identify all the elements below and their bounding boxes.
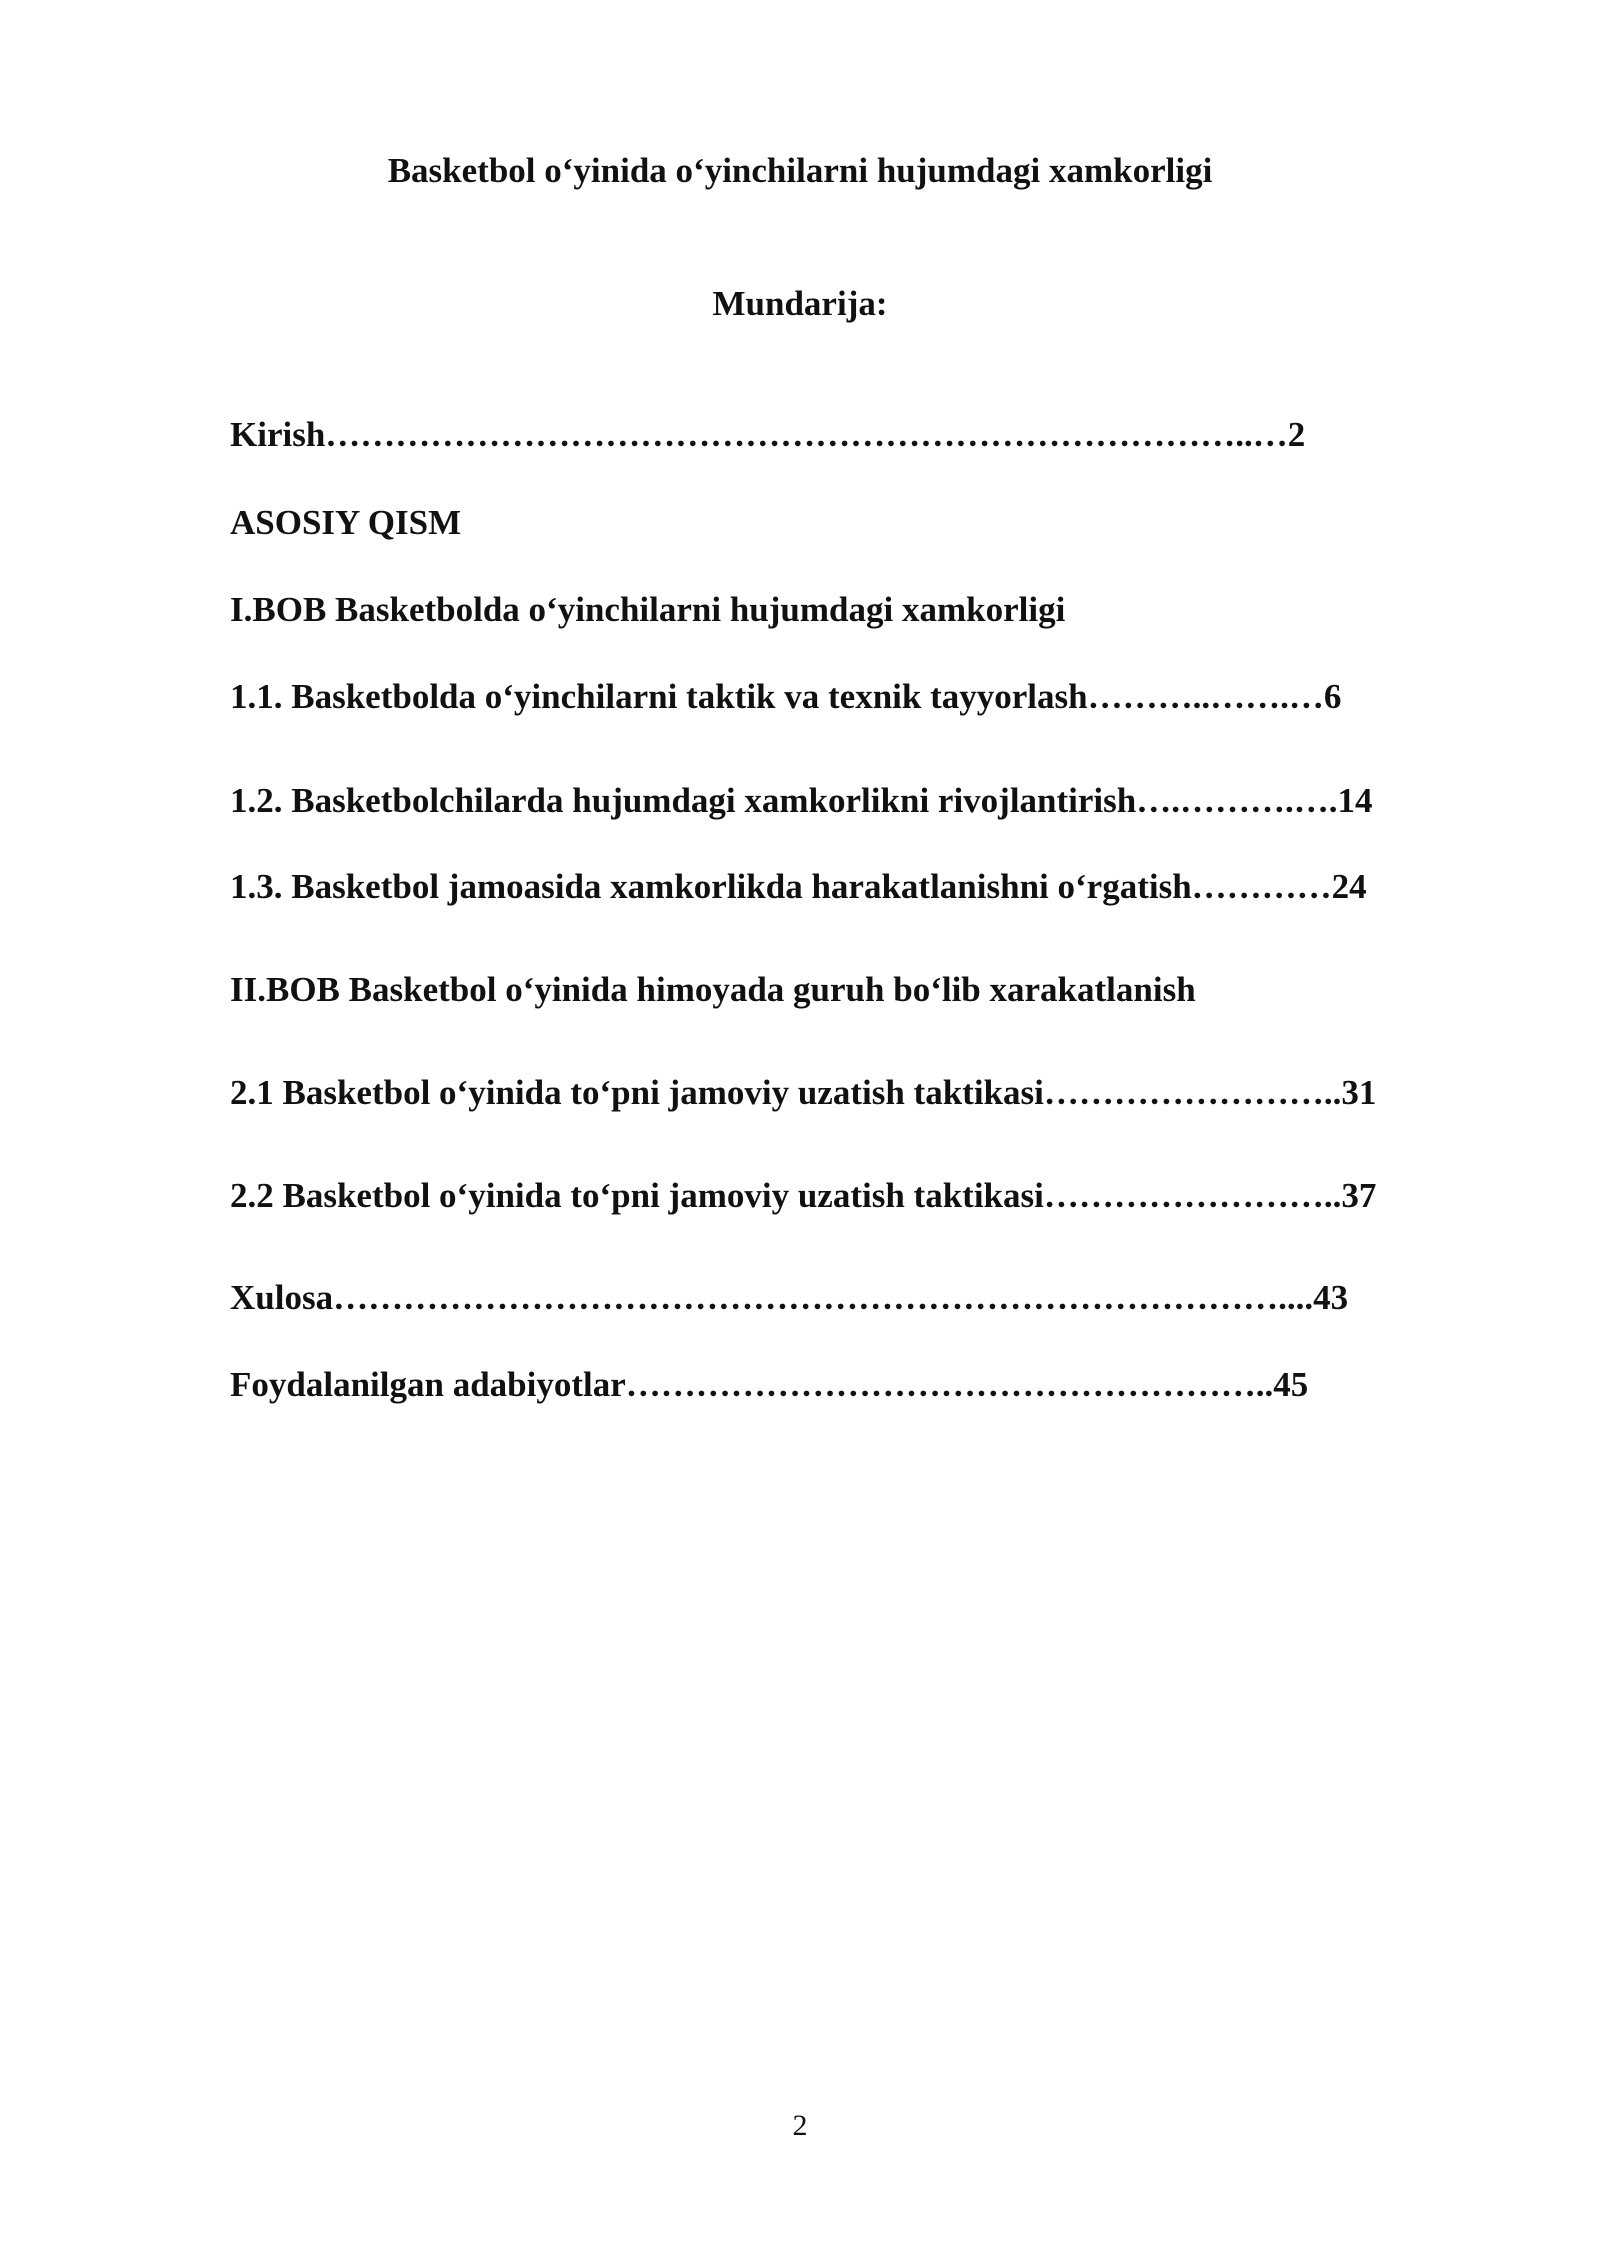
toc-entry-1-3: 1.3. Basketbol jamoasida xamkorlikda harakatlanishni o‘rgatish…………24	[230, 867, 1367, 906]
toc-entry-2-2: 2.2 Basketbol o‘yinida to‘pni jamoviy uzatish taktikasi……………………..37	[230, 1176, 1377, 1215]
toc-entry-xulosa: Xulosa………………………………………………………………………....43	[230, 1278, 1349, 1317]
toc-chapter-2: II.BOB Basketbol o‘yinida himoyada guruh bo‘lib xarakatlanish	[230, 970, 1196, 1009]
toc-entry-kirish: Kirish……………………………………………………………………..…2	[230, 415, 1306, 454]
toc-entry-2-1: 2.1 Basketbol o‘yinida to‘pni jamoviy uzatish taktikasi……………………..31	[230, 1073, 1377, 1112]
toc-chapter-1: I.BOB Basketbolda o‘yinchilarni hujumdagi xamkorligi	[230, 590, 1066, 629]
page-number: 2	[792, 2109, 808, 2142]
toc-entry-1-1: 1.1. Basketbolda o‘yinchilarni taktik va texnik tayyorlash………..…….…6	[230, 677, 1342, 716]
document-title: Basketbol o‘yinida o‘yinchilarni hujumdagi xamkorligi	[387, 151, 1213, 190]
toc-section-asosiy-qism: ASOSIY QISM	[230, 503, 462, 542]
toc-heading: Mundarija:	[712, 284, 888, 323]
toc-entry-1-2: 1.2. Basketbolchilarda hujumdagi xamkorlikni rivojlantirish….……….….14	[230, 781, 1373, 820]
toc-entry-foydalanilgan-adabiyotlar: Foydalanilgan adabiyotlar………………………………………………..45	[230, 1365, 1309, 1404]
